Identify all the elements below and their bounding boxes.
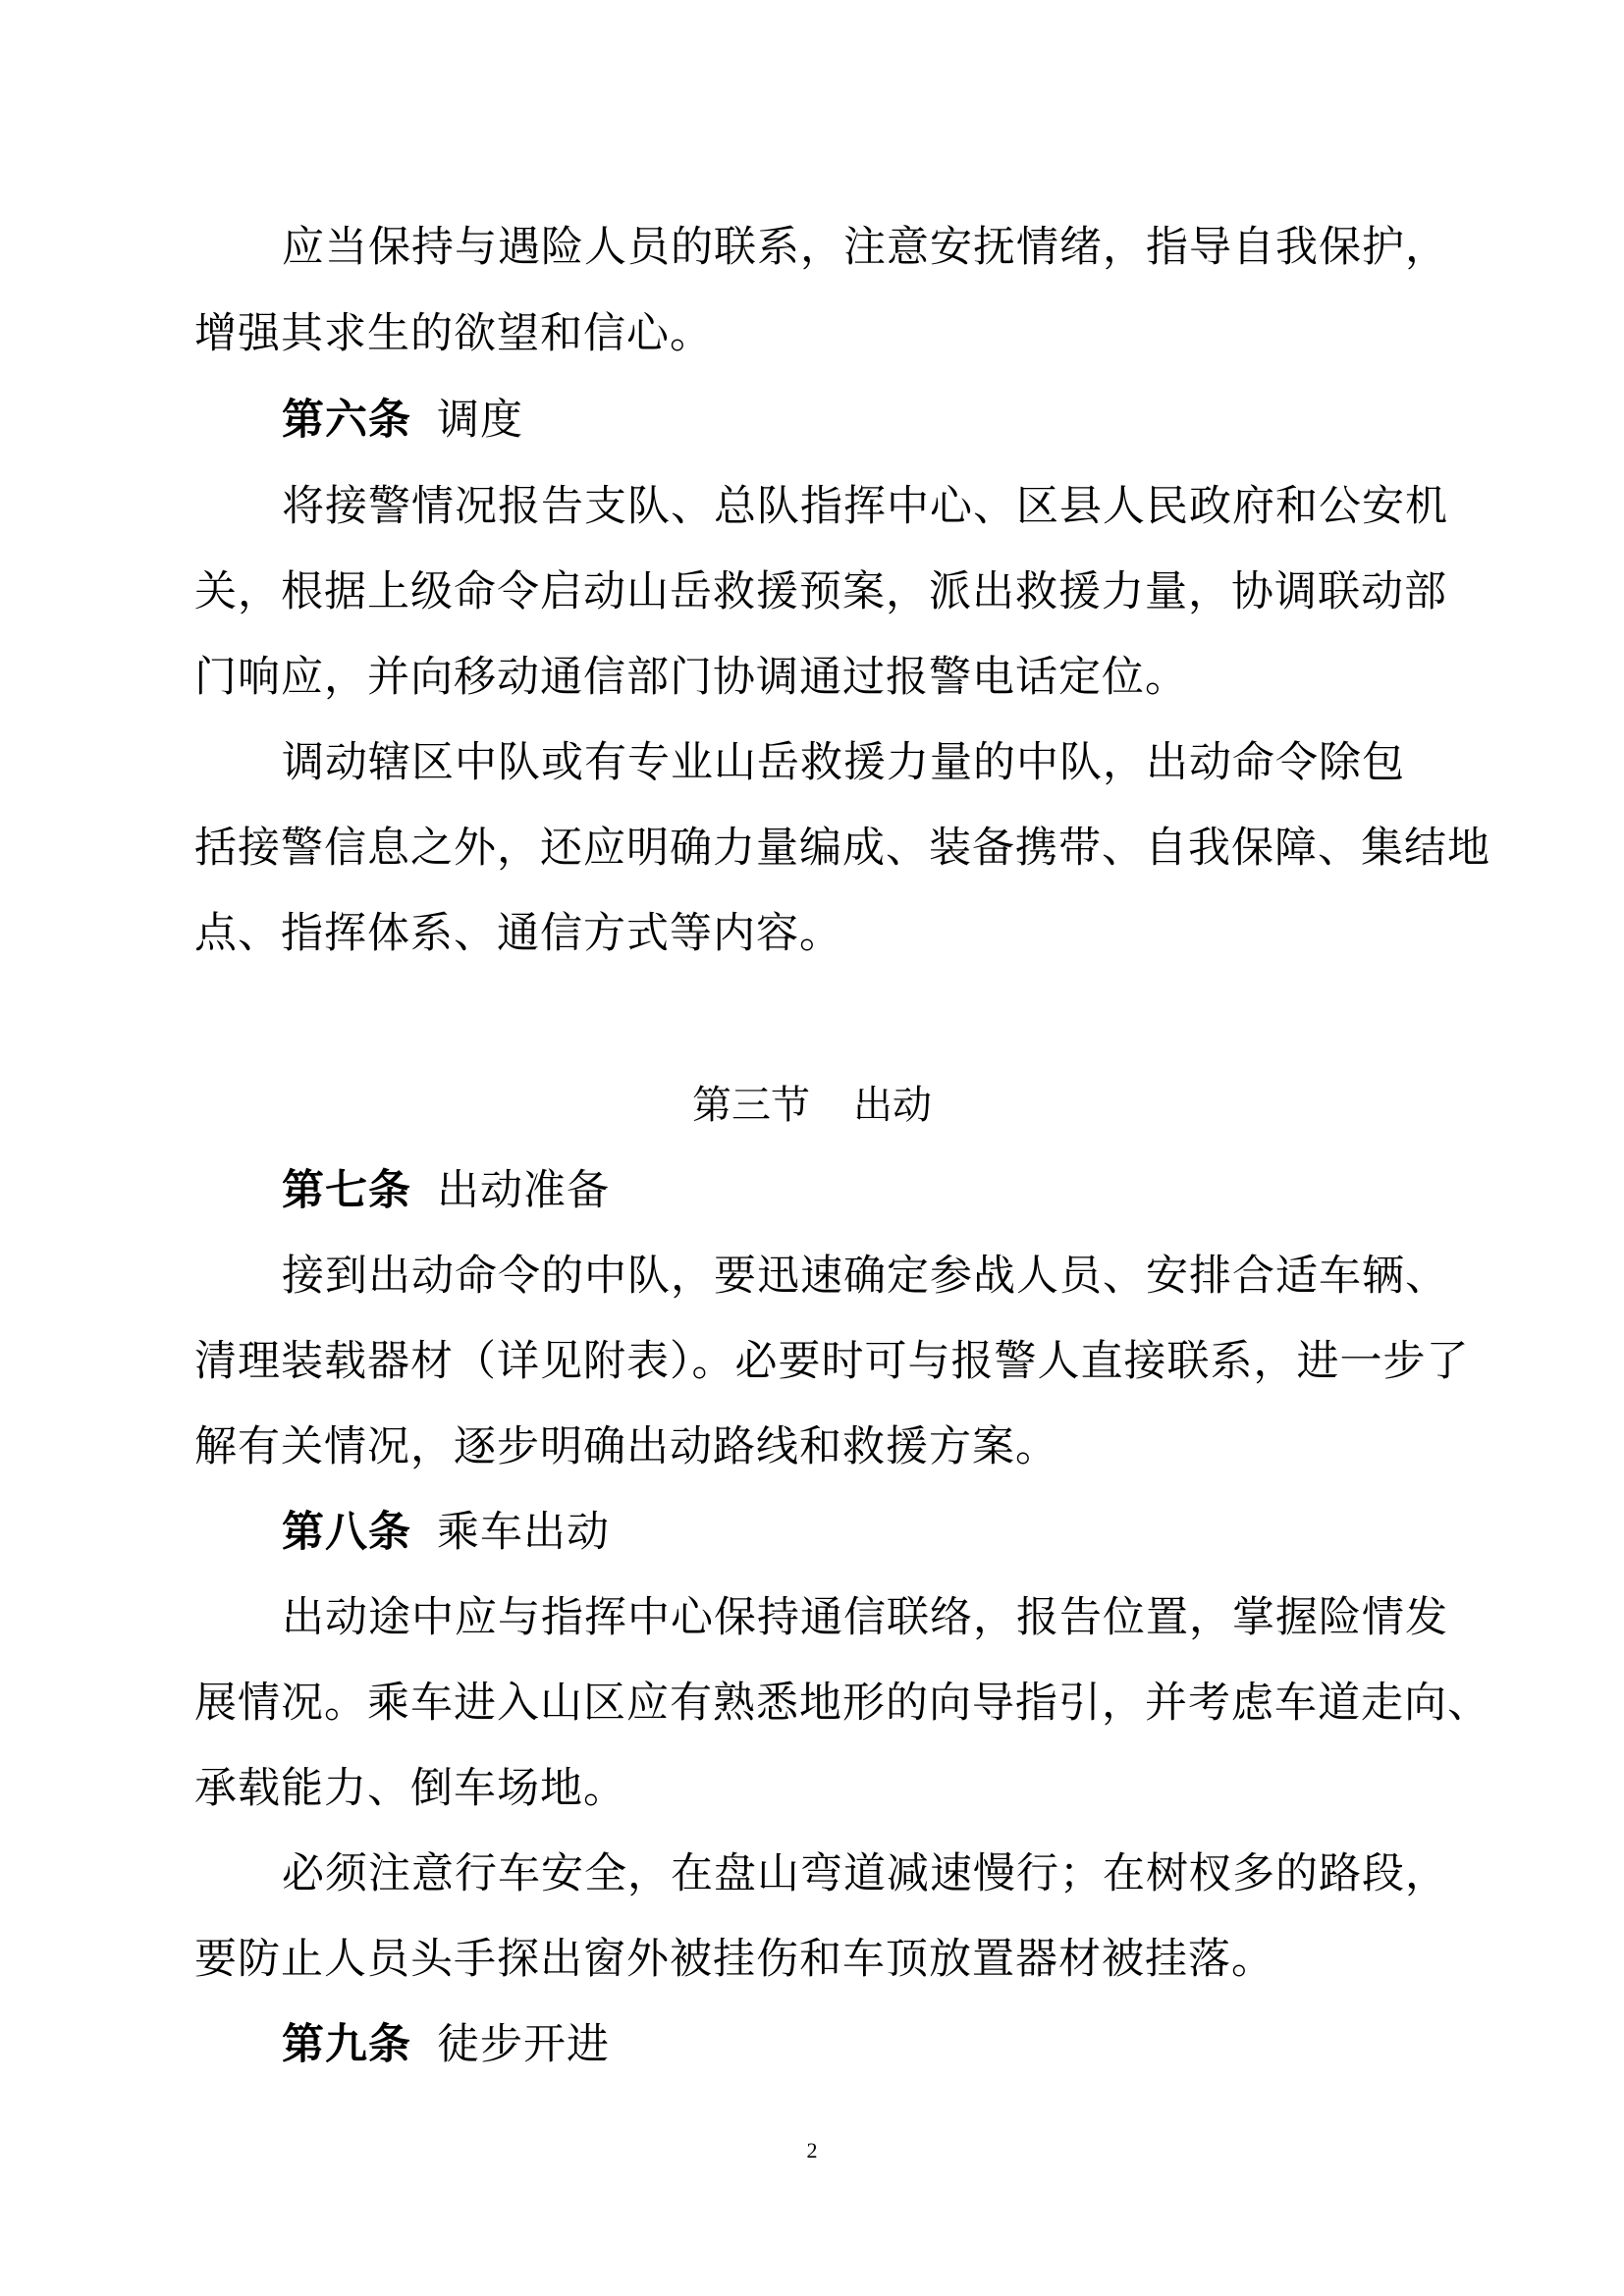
page-number: 2 xyxy=(806,2138,818,2163)
article-number: 第六条 xyxy=(282,396,411,445)
paragraph-line: 出动途中应与指挥中心保持通信联络，报告位置，掌握险情发 xyxy=(282,1593,1448,1642)
paragraph-line: 调动辖区中队或有专业山岳救援力量的中队，出动命令除包 xyxy=(282,738,1405,787)
article-title: 调度 xyxy=(437,396,523,445)
paragraph-line: 清理装载器材（详见附表）。必要时可与报警人直接联系，进一步了 xyxy=(194,1337,1470,1386)
article-heading xyxy=(282,1148,610,1234)
paragraph-line: 门响应，并向移动通信部门协调通过报警电话定位。 xyxy=(194,653,1188,702)
paragraph-line: 应当保持与遇险人员的联系，注意安抚情绪，指导自我保护， xyxy=(282,223,1448,272)
paragraph-line: 展情况。乘车进入山区应有熟悉地形的向导指引，并考虑车道走向、 xyxy=(194,1679,1490,1728)
article-heading xyxy=(282,1489,610,1575)
paragraph-line: 增强其求生的欲望和信心。 xyxy=(194,309,713,358)
paragraph-line: 点、指挥体系、通信方式等内容。 xyxy=(194,909,842,958)
article-title: 出动准备 xyxy=(437,1166,610,1215)
article-number: 第九条 xyxy=(282,2020,411,2069)
paragraph-line: 必须注意行车安全，在盘山弯道减速慢行；在树杈多的路段， xyxy=(282,1849,1448,1898)
paragraph-line: 关，根据上级命令启动山岳救援预案，派出救援力量，协调联动部 xyxy=(194,567,1447,616)
section-title: 出动 xyxy=(853,1083,932,1128)
article-heading xyxy=(282,377,523,463)
paragraph-line: 承载能力、倒车场地。 xyxy=(194,1764,626,1813)
paragraph-line: 接到出动命令的中队，要迅速确定参战人员、安排合适车辆、 xyxy=(282,1252,1448,1301)
article-title: 徒步开进 xyxy=(437,2020,610,2069)
paragraph-line: 要防止人员头手探出窗外被挂伤和车顶放置器材被挂落。 xyxy=(194,1935,1274,1984)
paragraph-line: 解有关情况，逐步明确出动路线和救援方案。 xyxy=(194,1422,1058,1471)
article-number: 第七条 xyxy=(282,1166,411,1215)
section-number: 第三节 xyxy=(692,1083,810,1128)
paragraph-line: 将接警情况报告支队、总队指挥中心、区县人民政府和公安机 xyxy=(282,482,1448,531)
article-heading xyxy=(282,2002,610,2088)
section-heading xyxy=(0,1062,1624,1148)
paragraph-line: 括接警信息之外，还应明确力量编成、装备携带、自我保障、集结地 xyxy=(194,824,1490,873)
article-number: 第八条 xyxy=(282,1508,411,1557)
article-title: 乘车出动 xyxy=(437,1508,610,1557)
